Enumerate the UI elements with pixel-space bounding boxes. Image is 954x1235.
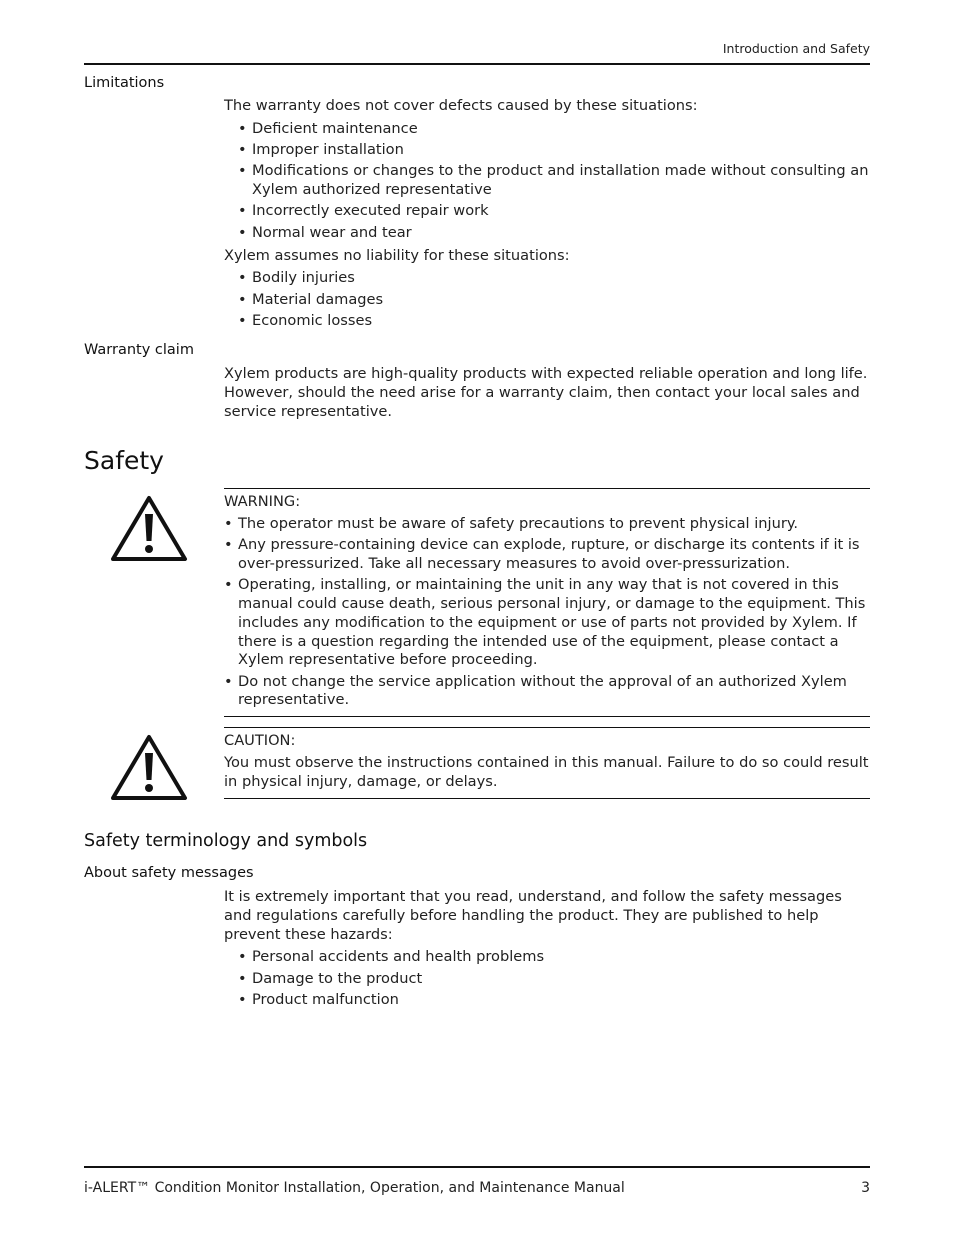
list-item: • Improper installation	[224, 141, 870, 160]
list-item: • Material damages	[224, 291, 870, 310]
limitations-intro: The warranty does not cover defects caused by these situations:	[224, 97, 698, 114]
warning-body	[224, 493, 870, 710]
list-item: • Operating, installing, or maintaining the unit in any way that is not covered in this manual could cause death, serious personal injury, or damage to the equipment. This includes any modification to the equipment or use of parts not provided by Xylem. If there is a question regarding the intended use of the equipment, please contact a Xylem representative before proceeding.	[224, 576, 870, 670]
list-item: • The operator must be aware of safety precautions to prevent physical injury.	[224, 515, 870, 534]
defects-list	[224, 120, 870, 243]
warning-label: WARNING:	[224, 493, 301, 510]
liability-intro: Xylem assumes no liability for these situations:	[224, 246, 570, 264]
list-item: • Personal accidents and health problems	[224, 948, 870, 967]
limitations-body	[224, 97, 870, 331]
warranty-claim-body	[224, 365, 870, 421]
caution-body	[224, 732, 870, 791]
footer-rule	[84, 1166, 870, 1168]
header-rule	[84, 63, 870, 65]
list-item: • Product malfunction	[224, 991, 870, 1010]
list-item: • Normal wear and tear	[224, 224, 870, 243]
safety-title: Safety	[84, 446, 164, 475]
warranty-claim-text: Xylem products are high-quality products with expected reliable operation and long life. However, should the need arise for a warranty claim, then contact your local sales and service representative.	[224, 365, 868, 420]
list-item: • Economic losses	[224, 312, 870, 331]
list-item: • Bodily injuries	[224, 269, 870, 288]
warning-bottom-rule	[224, 716, 870, 717]
liability-list	[224, 269, 870, 330]
terminology-title: Safety terminology and symbols	[84, 831, 368, 851]
warning-top-rule	[224, 488, 870, 489]
list-item: • Damage to the product	[224, 970, 870, 989]
running-header: Introduction and Safety	[722, 41, 870, 56]
list-item: • Incorrectly executed repair work	[224, 202, 870, 221]
list-item: • Modifications or changes to the product and installation made without consulting an Xylem authorized representative	[224, 162, 870, 200]
terminology-intro: It is extremely important that you read, understand, and follow the safety messages and regulations carefully before handling the product. They are published to help prevent these hazards:	[224, 888, 842, 943]
caution-top-rule	[224, 727, 870, 728]
caution-bottom-rule	[224, 798, 870, 799]
warning-list	[224, 515, 870, 710]
footer-title: i-ALERT™ Condition Monitor Installation, Operation, and Maintenance Manual	[84, 1180, 625, 1196]
list-item: • Any pressure-containing device can explode, rupture, or discharge its contents if it is over-pressurized. Take all necessary measures to avoid over-pressurization.	[224, 536, 870, 574]
warning-triangle-icon	[110, 494, 188, 562]
terminology-body	[224, 888, 870, 1010]
list-item: • Do not change the service application without the approval of an authorized Xylem representative.	[224, 673, 870, 711]
caution-triangle-icon	[110, 733, 188, 801]
about-safety-messages-heading: About safety messages	[84, 865, 254, 881]
warranty-claim-heading: Warranty claim	[84, 342, 194, 358]
page-number: 3	[861, 1180, 870, 1196]
hazards-list	[224, 948, 870, 1009]
caution-label: CAUTION:	[224, 732, 296, 749]
caution-text: You must observe the instructions contained in this manual. Failure to do so could result in physical injury, damage, or delays.	[224, 753, 869, 790]
limitations-heading: Limitations	[84, 75, 165, 91]
list-item: • Deficient maintenance	[224, 120, 870, 139]
